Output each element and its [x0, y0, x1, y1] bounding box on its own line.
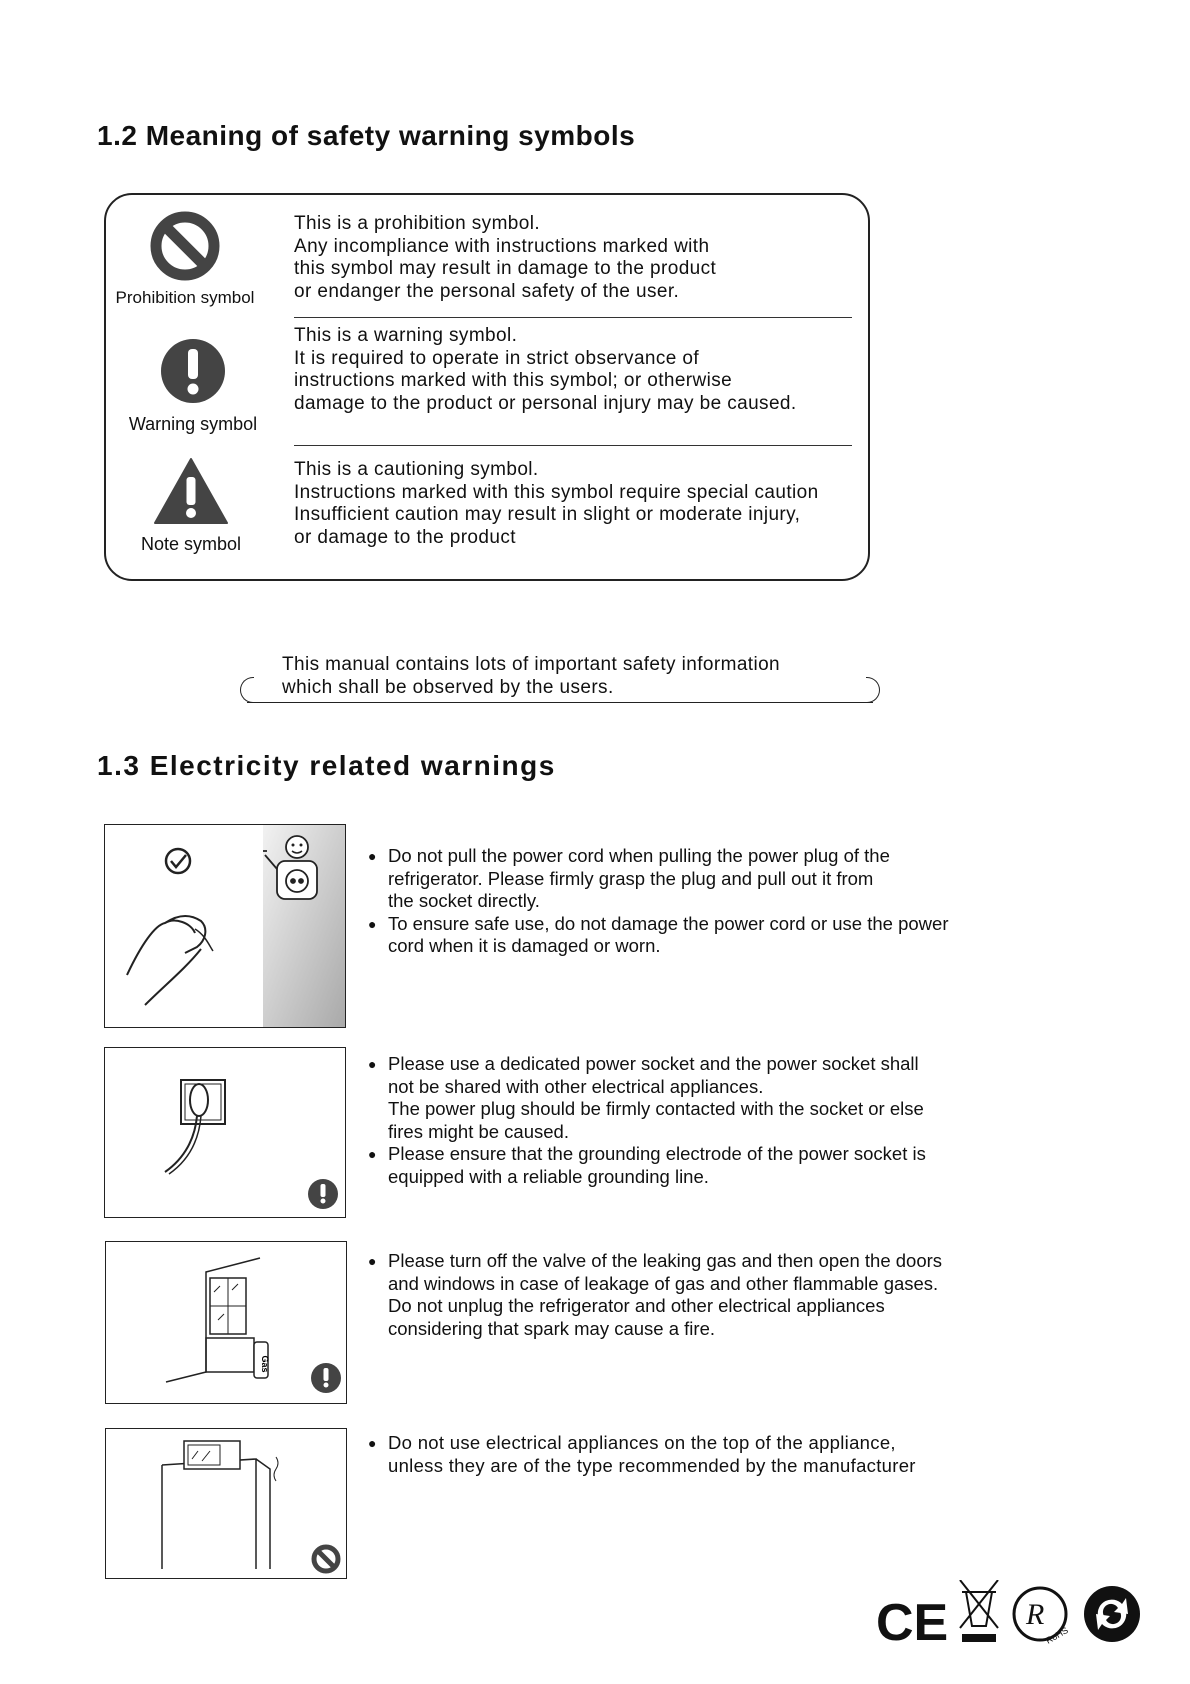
green-dot-recycle-icon	[1084, 1586, 1140, 1642]
illustration-gas-leak	[105, 1241, 347, 1404]
warning-line: considering that spark may cause a fire.	[388, 1317, 715, 1339]
text-line: This manual contains lots of important safety information	[282, 654, 781, 675]
note-symbol-label: Note symbol	[140, 534, 242, 554]
caution-triangle-icon	[153, 457, 229, 525]
divider	[294, 445, 852, 446]
text-line: or damage to the product	[294, 526, 516, 548]
warning-line: unless they are of the type recommended by the manufacturer	[388, 1454, 916, 1476]
text-line: This is a prohibition symbol.	[294, 213, 541, 234]
warning-line: the socket directly.	[388, 890, 540, 911]
warning-icon	[159, 337, 227, 405]
correct-check-icon	[166, 849, 190, 873]
safety-symbols-box	[104, 193, 870, 581]
warning-symbol-label: Warning symbol	[128, 414, 258, 434]
warning-line: The power plug should be firmly contacted with the socket or else	[388, 1098, 924, 1119]
text-line: This is a cautioning symbol.	[294, 459, 539, 480]
prohibition-icon	[314, 1547, 338, 1571]
warning-block-1	[368, 845, 948, 958]
text-line: damage to the product or personal injury may be caused.	[294, 392, 797, 414]
illustration-pull-plug	[104, 824, 346, 1028]
rohs-mark-icon	[1014, 1588, 1070, 1646]
gas-leak-illustration	[106, 1242, 346, 1403]
appliance-on-top-illustration	[106, 1429, 346, 1578]
bracket-right	[866, 677, 880, 703]
warning-line: cord when it is damaged or worn.	[388, 935, 661, 956]
certification-marks	[876, 1580, 1146, 1650]
ce-mark-icon	[876, 1594, 948, 1650]
text-line: this symbol may result in damage to the product	[294, 258, 717, 279]
prohibition-symbol	[110, 211, 260, 308]
illustration-appliance-on-top	[105, 1428, 347, 1579]
text-line: This is a warning symbol.	[294, 325, 518, 346]
warning-bullet: ● Please ensure that the grounding electrode of the power socket is	[368, 1143, 926, 1166]
pull-plug-illustration	[105, 825, 345, 1027]
warning-bullet: ● Please turn off the valve of the leaking gas and then open the doors	[368, 1250, 942, 1273]
illustration-dedicated-socket	[104, 1047, 346, 1218]
rohs-r-glyph: R	[1026, 1598, 1045, 1631]
warning-bullet: ● Do not pull the power cord when pulling the power plug of the	[368, 845, 948, 868]
bracket-left	[240, 677, 254, 703]
warning-line: refrigerator. Please firmly grasp the plug and pull out it from	[388, 867, 874, 889]
socket-illustration	[105, 1048, 345, 1217]
text-line: or endanger the personal safety of the user.	[294, 280, 680, 302]
divider	[294, 317, 852, 318]
warning-icon	[311, 1363, 341, 1393]
warning-symbol	[108, 337, 278, 435]
warning-block-3	[368, 1250, 942, 1340]
prohibition-icon	[150, 211, 220, 281]
text-line: Any incompliance with instructions marked with	[294, 235, 710, 257]
warning-line: Do not unplug the refrigerator and other electrical appliances	[388, 1295, 885, 1316]
rohs-label: RoHS	[1044, 1625, 1070, 1646]
text-line: which shall be observed by the users.	[282, 676, 614, 698]
safety-note	[240, 654, 880, 702]
note-text	[282, 654, 780, 699]
ce-mark-text: CE	[876, 1594, 949, 1650]
warning-line: and windows in case of leakage of gas and other flammable gases.	[388, 1272, 939, 1294]
text-line: instructions marked with this symbol; or otherwise	[294, 370, 733, 391]
warning-line: fires might be caused.	[388, 1120, 569, 1142]
warning-bullet: ● To ensure safe use, do not damage the power cord or use the power	[368, 913, 948, 936]
warning-description	[294, 325, 797, 415]
warning-icon	[308, 1179, 338, 1209]
warning-bullet: ● Do not use electrical appliances on the top of the appliance,	[368, 1432, 916, 1455]
text-line: Instructions marked with this symbol require special caution	[294, 481, 819, 503]
warning-block-4	[368, 1432, 916, 1477]
section-title-electricity-warnings: 1.3 Electricity related warnings	[97, 750, 556, 781]
caution-description	[294, 459, 819, 549]
warning-block-2	[368, 1053, 926, 1188]
warning-line: not be shared with other electrical appliances.	[388, 1075, 764, 1097]
text-line: Insufficient caution may result in slight or moderate injury,	[294, 504, 801, 525]
prohibition-symbol-label: Prohibition symbol	[115, 288, 255, 307]
prohibition-description	[294, 213, 716, 303]
warning-bullet: ● Please use a dedicated power socket and the power socket shall	[368, 1053, 926, 1076]
note-underline	[247, 702, 873, 703]
gas-cylinder-label: Gas	[260, 1355, 270, 1373]
section-title-safety-symbols: 1.2 Meaning of safety warning symbols	[97, 120, 636, 151]
weee-bin-icon	[960, 1580, 998, 1642]
warning-line: equipped with a reliable grounding line.	[388, 1165, 709, 1187]
note-symbol	[108, 457, 274, 555]
text-line: It is required to operate in strict observance of	[294, 347, 700, 369]
